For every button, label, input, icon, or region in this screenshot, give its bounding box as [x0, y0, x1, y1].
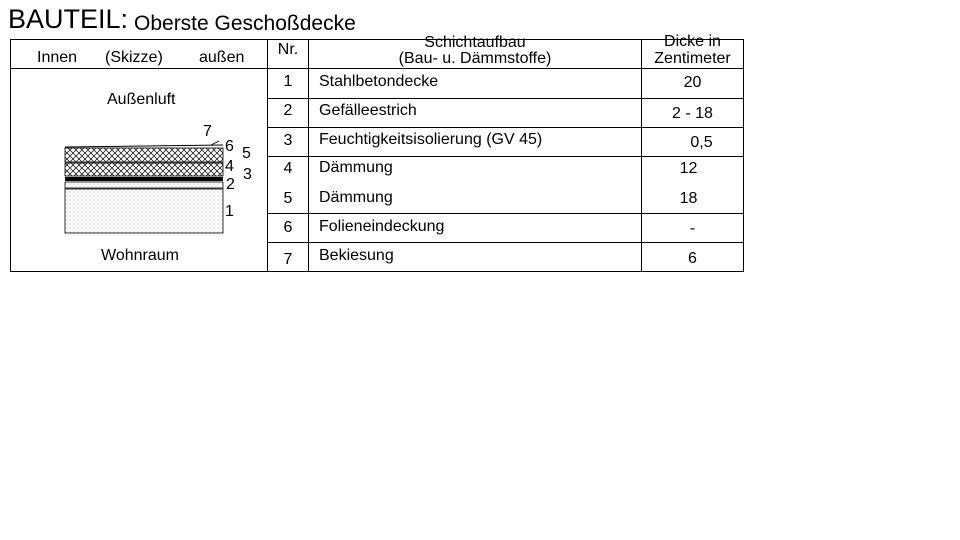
row-nr: 5	[283, 190, 293, 207]
sketch-number-7: 7	[203, 123, 212, 140]
row-nr: 7	[283, 251, 293, 268]
sketch-number-1: 1	[225, 203, 234, 220]
concrete-slab	[65, 189, 223, 233]
row-divider	[267, 213, 743, 214]
row-material: Dämmung	[319, 189, 393, 206]
row-thickness: 20	[683, 74, 702, 91]
row-nr: 2	[283, 102, 293, 119]
row-thickness: 6	[688, 250, 697, 267]
header-inner: Innen	[37, 49, 78, 66]
insulation-layer-upper	[65, 148, 223, 162]
header-outer: außen	[199, 49, 245, 66]
row-material: Stahlbetondecke	[319, 73, 439, 90]
row-material: Folieneindeckung	[319, 218, 445, 235]
screed-layer	[65, 182, 223, 188]
row-divider	[267, 156, 743, 157]
row-divider	[267, 242, 743, 243]
row-material: Dämmung	[319, 159, 393, 176]
sketch-number-3: 3	[243, 166, 252, 183]
header-divider	[11, 68, 743, 69]
row-thickness: 12	[679, 160, 698, 177]
insulation-layer-lower	[65, 163, 223, 176]
row-material: Gefälleestrich	[319, 102, 417, 119]
row-thickness: -	[689, 220, 696, 237]
sketch-number-4: 4	[225, 158, 234, 175]
outside-air-label: Außenluft	[107, 91, 176, 108]
row-nr: 1	[283, 73, 293, 90]
layer-table	[10, 33, 744, 272]
layer-sketch-drawing	[61, 135, 231, 245]
row-thickness: 2 - 18	[672, 105, 713, 122]
moisture-barrier	[65, 177, 223, 181]
row-nr: 6	[283, 219, 293, 236]
sketch-number-2: 2	[226, 176, 235, 193]
header-nr: Nr.	[277, 41, 299, 58]
row-divider	[267, 127, 743, 128]
row-nr: 3	[283, 132, 293, 149]
row-divider	[267, 98, 743, 99]
sketch-number-6: 6	[225, 138, 234, 155]
row-material: Feuchtigkeitsisolierung (GV 45)	[319, 131, 543, 148]
header-thickness-line1: Dicke in	[664, 33, 721, 50]
component-label: BAUTEIL:	[8, 4, 129, 34]
row-material: Bekiesung	[319, 247, 394, 264]
component-name: Oberste Geschoßdecke	[134, 12, 356, 35]
living-room-label: Wohnraum	[101, 247, 179, 264]
header-layer-line1: Schichtaufbau	[424, 34, 526, 51]
header-sketch: (Skizze)	[105, 49, 163, 66]
row-thickness: 18	[679, 190, 698, 207]
sketch-number-5: 5	[242, 145, 251, 162]
row-thickness: 0,5	[690, 134, 713, 151]
header-layer-line2: (Bau- u. Dämmstoffe)	[398, 50, 552, 67]
row-nr: 4	[283, 160, 293, 177]
header-thickness-line2: Zentimeter	[654, 50, 731, 67]
gravel-layer	[65, 145, 223, 147]
